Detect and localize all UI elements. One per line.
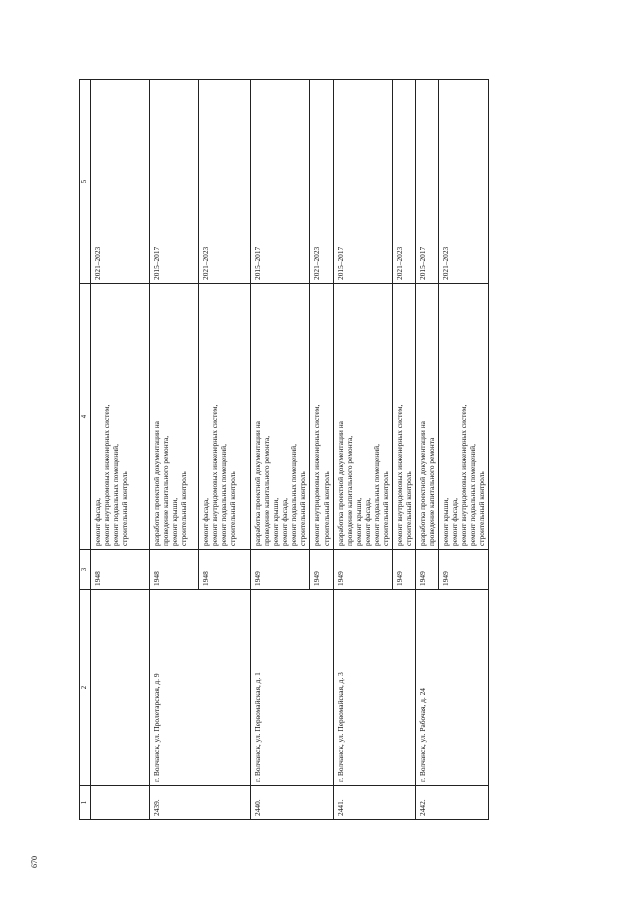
row-works <box>415 284 438 550</box>
row-number <box>91 786 150 820</box>
header-row <box>80 80 91 820</box>
row-year: 1949 <box>415 550 438 590</box>
table-row <box>415 80 438 820</box>
table-row <box>150 80 199 820</box>
row-year: 1949 <box>333 550 392 590</box>
row-works <box>150 284 199 550</box>
work-item: разработка проектной документации на <box>253 421 263 546</box>
header-col-5: 5 <box>80 80 91 284</box>
row-works <box>91 284 150 550</box>
work-item: строительный контроль <box>228 471 238 546</box>
header-col-1: 1 <box>80 786 91 820</box>
work-item: ремонт подвальных помещений, <box>289 444 299 546</box>
row-address: г. Волчанск, ул. Первомайская, д. 1 <box>251 590 333 786</box>
row-works <box>333 284 392 550</box>
page-number: 670 <box>30 856 39 868</box>
table-row <box>333 80 392 820</box>
row-period: 2021–2023 <box>392 80 415 284</box>
row-period: 2021–2023 <box>91 80 150 284</box>
header-col-3: 3 <box>80 550 91 590</box>
work-item: строительный контроль <box>120 471 130 546</box>
row-works <box>438 284 488 550</box>
work-item: разработка проектной документации на <box>417 421 427 546</box>
work-item: разработка проектной документации на <box>152 421 162 546</box>
row-period: 2015–2017 <box>415 80 438 284</box>
document-sheet <box>79 80 554 820</box>
work-item: ремонт крыши, <box>170 497 180 546</box>
row-year: 1948 <box>199 550 251 590</box>
work-item: проведение капитального ремонта, <box>262 435 272 546</box>
work-item: строительный контроль <box>321 471 331 546</box>
row-year: 1949 <box>310 550 333 590</box>
work-item: ремонт крыши, <box>353 497 363 546</box>
work-item: ремонт подвальных помещений, <box>371 444 381 546</box>
row-works <box>310 284 333 550</box>
row-year: 1949 <box>392 550 415 590</box>
work-item: ремонт фасада, <box>449 498 459 546</box>
work-item: ремонт фасада, <box>280 498 290 546</box>
header-col-2: 2 <box>80 590 91 786</box>
work-item: разработка проектной документации на <box>335 421 345 546</box>
row-address: г. Волчанск, ул. Рабочая, д. 24 <box>415 590 488 786</box>
work-item: ремонт фасада, <box>93 498 103 546</box>
row-year: 1948 <box>91 550 150 590</box>
row-number: 2442. <box>415 786 488 820</box>
row-number: 2441. <box>333 786 415 820</box>
work-item: проведение капитального ремонта, <box>161 435 171 546</box>
work-item: строительный контроль <box>298 471 308 546</box>
work-item: ремонт подвальных помещений, <box>219 444 229 546</box>
work-item: ремонт фасада, <box>201 498 211 546</box>
repair-schedule-table <box>79 79 489 820</box>
row-number: 2440. <box>251 786 333 820</box>
work-item: строительный контроль <box>476 471 486 546</box>
work-item: ремонт внутридомовых инженерных систем, <box>458 404 468 546</box>
row-period: 2021–2023 <box>310 80 333 284</box>
work-item: проведение капитального ремонта, <box>344 435 354 546</box>
row-number: 2439. <box>150 786 251 820</box>
header-col-4: 4 <box>80 284 91 550</box>
table-row <box>91 80 150 820</box>
work-item: ремонт фасада, <box>362 498 372 546</box>
work-item: строительный контроль <box>179 471 189 546</box>
row-period: 2015–2017 <box>333 80 392 284</box>
work-item: ремонт внутридомовых инженерных систем, <box>102 404 112 546</box>
work-item: ремонт крыши, <box>271 497 281 546</box>
row-year: 1949 <box>251 550 310 590</box>
table-row <box>251 80 310 820</box>
work-item: строительный контроль <box>380 471 390 546</box>
row-period: 2021–2023 <box>199 80 251 284</box>
row-year: 1948 <box>150 550 199 590</box>
row-year: 1949 <box>438 550 488 590</box>
work-item: ремонт внутридомовых инженерных систем, <box>312 404 322 546</box>
row-period: 2015–2017 <box>251 80 310 284</box>
row-works <box>392 284 415 550</box>
work-item: проведение капитального ремонта <box>426 437 436 546</box>
row-address: г. Волчанск, ул. Первомайская, д. 3 <box>333 590 415 786</box>
work-item: ремонт внутридомовых инженерных систем, <box>210 404 220 546</box>
work-item: ремонт крыши, <box>440 497 450 546</box>
work-item: ремонт внутридомовых инженерных систем, <box>394 404 404 546</box>
row-period: 2021–2023 <box>438 80 488 284</box>
row-works <box>251 284 310 550</box>
work-item: ремонт подвальных помещений, <box>467 444 477 546</box>
row-address <box>91 590 150 786</box>
work-item: ремонт подвальных помещений, <box>111 444 121 546</box>
work-item: строительный контроль <box>403 471 413 546</box>
row-works <box>199 284 251 550</box>
row-address: г. Волчанск, ул. Пролетарская, д. 9 <box>150 590 251 786</box>
row-period: 2015–2017 <box>150 80 199 284</box>
